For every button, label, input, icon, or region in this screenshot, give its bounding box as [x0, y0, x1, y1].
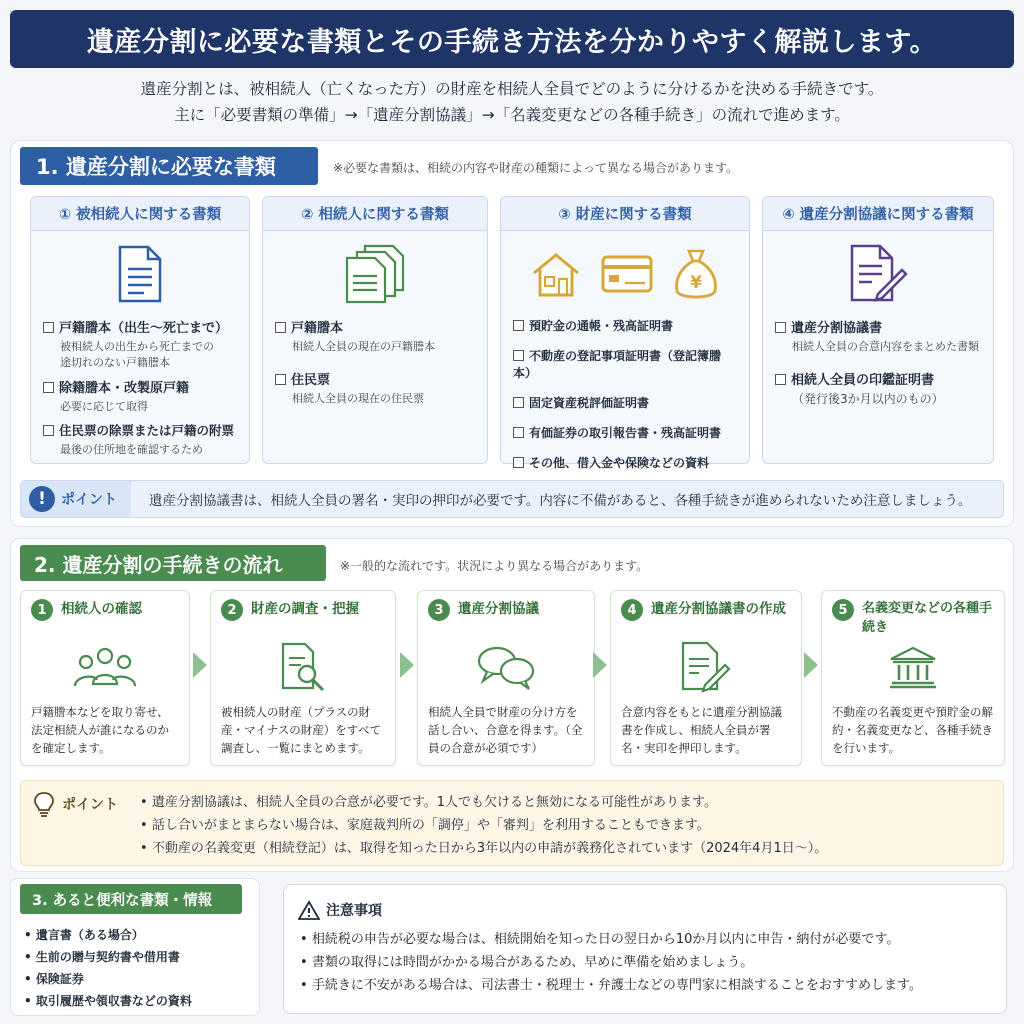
step-card-5	[821, 590, 1005, 766]
step-description: 相続人全員で財産の分け方を話し合い、合意を得ます。（全員の合意が必須です）	[428, 705, 583, 755]
checkbox-icon	[275, 374, 286, 385]
step-title: 遺産分割協議	[458, 601, 539, 617]
step-number: 3	[428, 599, 450, 621]
caution-title: 注意事項	[298, 900, 382, 920]
doc-card-heirs	[262, 196, 488, 464]
doc-item: 遺産分割協議書	[775, 317, 983, 336]
doc-item: 相続人全員の印鑑証明書	[775, 369, 983, 388]
arrow-right-icon	[593, 652, 607, 678]
step-number: 5	[832, 599, 854, 621]
checkbox-icon	[775, 322, 786, 333]
arrow-right-icon	[193, 652, 207, 678]
checkbox-icon	[43, 322, 54, 333]
doc-item-note: 必要に応じて取得	[60, 400, 148, 413]
step-title: 名義変更などの各種手続き	[862, 601, 993, 635]
doc-item-note: 最後の住所地を確認するため	[60, 443, 203, 456]
checkbox-icon	[513, 320, 524, 331]
step-title: 遺産分割協議書の作成	[651, 601, 786, 617]
svg-text:¥: ¥	[690, 273, 702, 293]
checkbox-icon	[775, 374, 786, 385]
doc-item-note: 相続人全員の合意内容をまとめた書類	[792, 340, 979, 353]
section3-title: 3. あると便利な書類・情報	[20, 884, 242, 914]
speech-bubbles-icon	[475, 643, 537, 691]
checkbox-icon	[513, 350, 524, 361]
doc-card-title: ③ 財産に関する書類	[501, 197, 749, 231]
step-number: 4	[621, 599, 643, 621]
step-description: 被相続人の財産（プラスの財産・マイナスの財産）をすべて調査し、一覧にまとめます。	[221, 705, 382, 755]
doc-item-note: 相続人全員の現在の戸籍謄本	[292, 340, 435, 353]
page-title: 遺産分割に必要な書類とその手続き方法を分かりやすく解説します。	[86, 26, 938, 58]
doc-item: 不動産の登記事項証明書（登記簿謄本）	[513, 349, 722, 380]
doc-item: 預貯金の通帳・残高証明書	[513, 317, 739, 334]
doc-item: 除籍謄本・改製原戸籍	[43, 377, 239, 396]
list-item: • 遺言書（ある場合）	[24, 924, 192, 946]
point-box-documents	[20, 480, 1004, 518]
arrow-right-icon	[400, 652, 414, 678]
caution-list	[300, 928, 922, 997]
step-number: 2	[221, 599, 243, 621]
step-number: 1	[31, 599, 53, 621]
caution-item: • 手続きに不安がある場合は、司法書士・税理士・弁護士などの専門家に相談することをおすすめします。	[300, 974, 922, 997]
doc-item: 戸籍謄本（出生〜死亡まで）	[43, 317, 239, 336]
checkbox-icon	[513, 457, 524, 468]
doc-card-title: ① 被相続人に関する書類	[31, 197, 249, 231]
step-card-3	[417, 590, 595, 766]
doc-card-title: ② 相続人に関する書類	[263, 197, 487, 231]
house-icon	[531, 251, 581, 297]
section1-note: ※必要な書類は、相続の内容や財産の種類によって異なる場合があります。	[333, 161, 739, 175]
caution-item: • 相続税の申告が必要な場合は、相続開始を知った日の翌日から10か月以内に申告・納付が必要です。	[300, 928, 922, 951]
document-icon	[116, 245, 164, 303]
exclamation-icon: !	[29, 486, 55, 512]
doc-item-note: （発行後3か月以内のもの）	[792, 392, 944, 406]
document-search-icon	[279, 642, 327, 692]
doc-item: 住民票	[275, 369, 477, 388]
doc-card-deceased	[30, 196, 250, 464]
doc-item: その他、借入金や保険などの資料	[513, 454, 739, 471]
checkbox-icon	[43, 425, 54, 436]
list-item: • 取引履歴や領収書などの資料	[24, 990, 192, 1012]
arrow-right-icon	[804, 652, 818, 678]
checkbox-icon	[513, 427, 524, 438]
step-description: 不動産の名義変更や預貯金の解約・名義変更など、各種手続きを行います。	[832, 705, 993, 755]
warning-triangle-icon	[298, 900, 320, 920]
money-bag-icon	[673, 247, 719, 301]
doc-item-note: 相続人全員の現在の住民票	[292, 392, 424, 405]
doc-item-note: 被相続人の出生から死亡までの 途切れのない戸籍謄本	[60, 340, 214, 369]
step-title: 財産の調査・把握	[251, 601, 359, 617]
step-description: 戸籍謄本などを取り寄せ、法定相続人が誰になるのかを確定します。	[31, 705, 169, 755]
doc-item: 住民票の除票または戸籍の附票	[43, 421, 239, 439]
light-bulb-icon	[32, 790, 56, 818]
step-card-1	[20, 590, 190, 766]
intro-line-1: 遺産分割とは、被相続人（亡くなった方）の財産を相続人全員でどのように分けるかを決める手続きです。	[140, 80, 884, 98]
section2-note: ※一般的な流れです。状況により異なる場合があります。	[340, 559, 649, 573]
credit-card-icon	[601, 255, 653, 293]
intro-line-2: 主に「必要書類の準備」→「遺産分割協議」→「名義変更などの各種手続き」の流れで進めます。	[174, 106, 850, 124]
point-label: ポイント	[32, 790, 118, 818]
point-text: 遺産分割協議書は、相続人全員の署名・実印の押印が必要です。内容に不備があると、各種手続きが進められないため注意しましょう。	[149, 493, 972, 509]
doc-card-title: ④ 遺産分割協議に関する書類	[763, 197, 993, 231]
intro-text	[20, 76, 1004, 128]
doc-card-assets	[500, 196, 750, 470]
point-item: • 遺産分割協議は、相続人全員の合意が必要です。1人でも欠けると無効になる可能性があります。	[140, 791, 827, 814]
point-item: • 不動産の名義変更（相続登記）は、取得を知った日から3年以内の申請が義務化されています（2024年4月1日〜）。	[140, 837, 827, 860]
document-pen-icon	[679, 641, 733, 693]
checkbox-icon	[275, 322, 286, 333]
step-title: 相続人の確認	[61, 601, 142, 617]
doc-item: 固定資産税評価証明書	[513, 394, 739, 411]
checkbox-icon	[43, 382, 54, 393]
list-item: • 生前の贈与契約書や借用書	[24, 946, 192, 968]
page-title-banner	[10, 10, 1014, 68]
step-card-2	[210, 590, 396, 766]
step-description: 合意内容をもとに遺産分割協議書を作成し、相続人全員が署名・実印を押印します。	[621, 705, 782, 755]
section1-title: 1. 遺産分割に必要な書類	[20, 147, 318, 185]
point-label: ! ポイント	[21, 481, 131, 517]
doc-item: 戸籍謄本	[275, 317, 477, 336]
people-group-icon	[73, 646, 137, 688]
list-item: • 保険証券	[24, 968, 192, 990]
doc-card-agreement	[762, 196, 994, 464]
point-list	[140, 791, 827, 860]
section2-title: 2. 遺産分割の手続きの流れ	[20, 545, 326, 581]
documents-stack-icon	[343, 244, 407, 304]
step-card-4	[610, 590, 802, 766]
document-edit-icon	[848, 244, 908, 304]
checkbox-icon	[513, 397, 524, 408]
bank-building-icon	[888, 645, 938, 689]
point-item: • 話し合いがまとまらない場合は、家庭裁判所の「調停」や「審判」を利用することもできます。	[140, 814, 827, 837]
caution-item: • 書類の取得には時間がかかる場合があるため、早めに準備を始めましょう。	[300, 951, 922, 974]
useful-documents-list	[24, 924, 192, 1012]
doc-item: 有価証券の取引報告書・残高証明書	[513, 424, 739, 441]
